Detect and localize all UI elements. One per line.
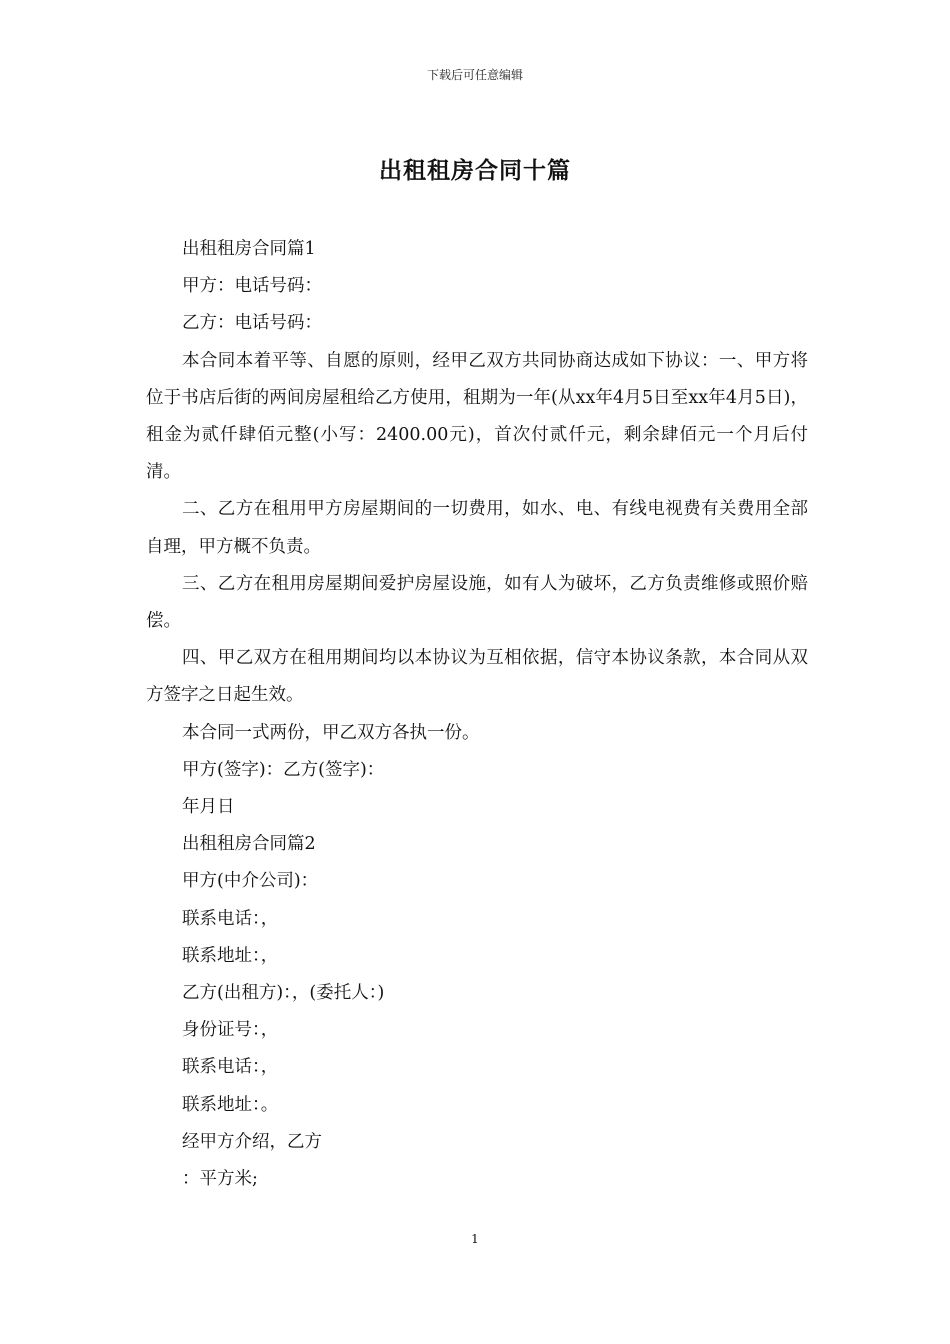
page-number: 1 (471, 1232, 479, 1246)
party-a-line: 甲方：电话号码： (182, 276, 322, 297)
introduction-line: 经甲方介绍，乙方 (182, 1131, 322, 1152)
party-b-line: 乙方：电话号码： (182, 313, 322, 334)
section-heading-1: 出租租房合同篇1 (182, 239, 316, 259)
paragraph-copies: 本合同一式两份，甲乙双方各执一份。 (182, 722, 480, 743)
date-line: 年月日 (182, 797, 235, 818)
paragraph-clause-4: 四、甲乙双方在租用期间均以本协议为互相依据，信守本协议条款，本合同从双方签字之日起生效。 (146, 648, 808, 706)
document-title: 出租租房合同十篇 (379, 157, 571, 184)
lessor-line: 乙方(出租方)：，(委托人：) (182, 983, 385, 1004)
agency-line: 甲方(中介公司)： (182, 871, 319, 892)
area-line: ：平方米; (182, 1169, 258, 1190)
paragraph-clause-3: 三、乙方在租用房屋期间爱护房屋设施，如有人为破坏，乙方负责维修或照价赔偿。 (146, 573, 808, 632)
lessor-phone-line: 联系电话：， (182, 1057, 279, 1078)
document-body (146, 231, 808, 1198)
section-heading-2: 出租租房合同篇2 (182, 834, 316, 855)
paragraph-agreement: 本合同本着平等、自愿的原则，经甲乙双方共同协商达成如下协议：一、甲方将位于书店后街的两间房屋租给乙方使用，租期为一年(从xx年4月5日至xx年4月5日)，租金为贰仟肆佰元整(小写：2400.00元)，首次付贰仟元，剩余肆佰元一个月后付清。 (146, 350, 808, 483)
id-number-line: 身份证号：， (182, 1020, 279, 1041)
signature-line: 甲方(签字)：乙方(签字)： (182, 759, 385, 780)
paragraph-clause-2: 二、乙方在租用甲方房屋期间的一切费用，如水、电、有线电视费有关费用全部自理，甲方概不负责。 (146, 499, 808, 557)
agency-phone-line: 联系电话：， (182, 908, 279, 929)
agency-address-line: 联系地址：， (182, 945, 279, 966)
header-note: 下载后可任意编辑 (426, 68, 523, 82)
lessor-address-line: 联系地址：。 (182, 1094, 279, 1115)
